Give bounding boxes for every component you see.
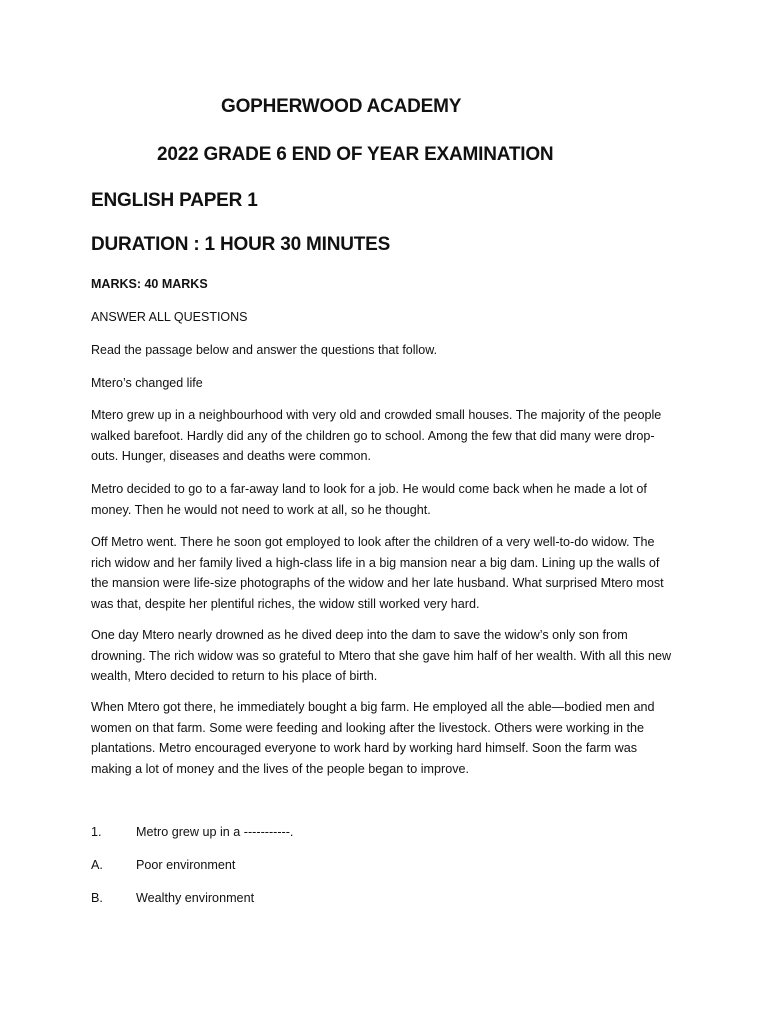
passage-title: Mtero’s changed life (91, 376, 203, 390)
passage-paragraph-4: One day Mtero nearly drowned as he dived deep into the dam to save the widow’s only son from drowning. The rich widow was so grateful to Mtero that she gave him half of her wealth. With all this new wealth, Mtero decided to return to his place of birth. (91, 628, 672, 683)
marks: MARKS: 40 MARKS (91, 277, 208, 291)
option-letter: B. (91, 891, 103, 905)
option-a (91, 858, 675, 878)
school-name: GOPHERWOOD ACADEMY (221, 96, 462, 117)
passage-paragraph-1: Mtero grew up in a neighbourhood with very old and crowded small houses. The majority of the people walked barefoot. Hardly did any of the children go to school. Among the few that did many were drop-outs. Hunger, diseases and deaths were common. (91, 408, 662, 463)
passage-paragraph-2: Metro decided to go to a far-away land to look for a job. He would come back when he made a lot of money. Then he would not need to work at all, so he thought. (91, 482, 647, 517)
paper-title: ENGLISH PAPER 1 (91, 190, 258, 211)
exam-title: 2022 GRADE 6 END OF YEAR EXAMINATION (157, 144, 554, 165)
question-number: 1. (91, 825, 102, 839)
instruction: ANSWER ALL QUESTIONS (91, 310, 248, 324)
passage-paragraph-3: Off Metro went. There he soon got employed to look after the children of a very well-to-do widow. The rich widow and her family lived a high-class life in a big mansion near a big dam. Lining up the walls of the mansion were life-size photographs of the widow and her late husband. What surprised Mtero most was that, despite her plentiful riches, the widow still worked very hard. (91, 535, 664, 611)
duration: DURATION : 1 HOUR 30 MINUTES (91, 234, 391, 255)
question-1 (91, 825, 675, 845)
option-text: Poor environment (136, 858, 236, 872)
passage-paragraph-5: When Mtero got there, he immediately bought a big farm. He employed all the able—bodied men and women on that farm. Some were feeding and looking after the livestock. Others were working in the plantations. Metro encouraged everyone to work hard by working hard himself. Soon the farm was making a lot of money and the lives of the people began to improve. (91, 700, 655, 776)
directions: Read the passage below and answer the questions that follow. (91, 343, 438, 357)
option-text: Wealthy environment (136, 891, 255, 905)
question-text: Metro grew up in a -----------. (136, 825, 294, 839)
option-letter: A. (91, 858, 103, 872)
option-b (91, 891, 675, 911)
